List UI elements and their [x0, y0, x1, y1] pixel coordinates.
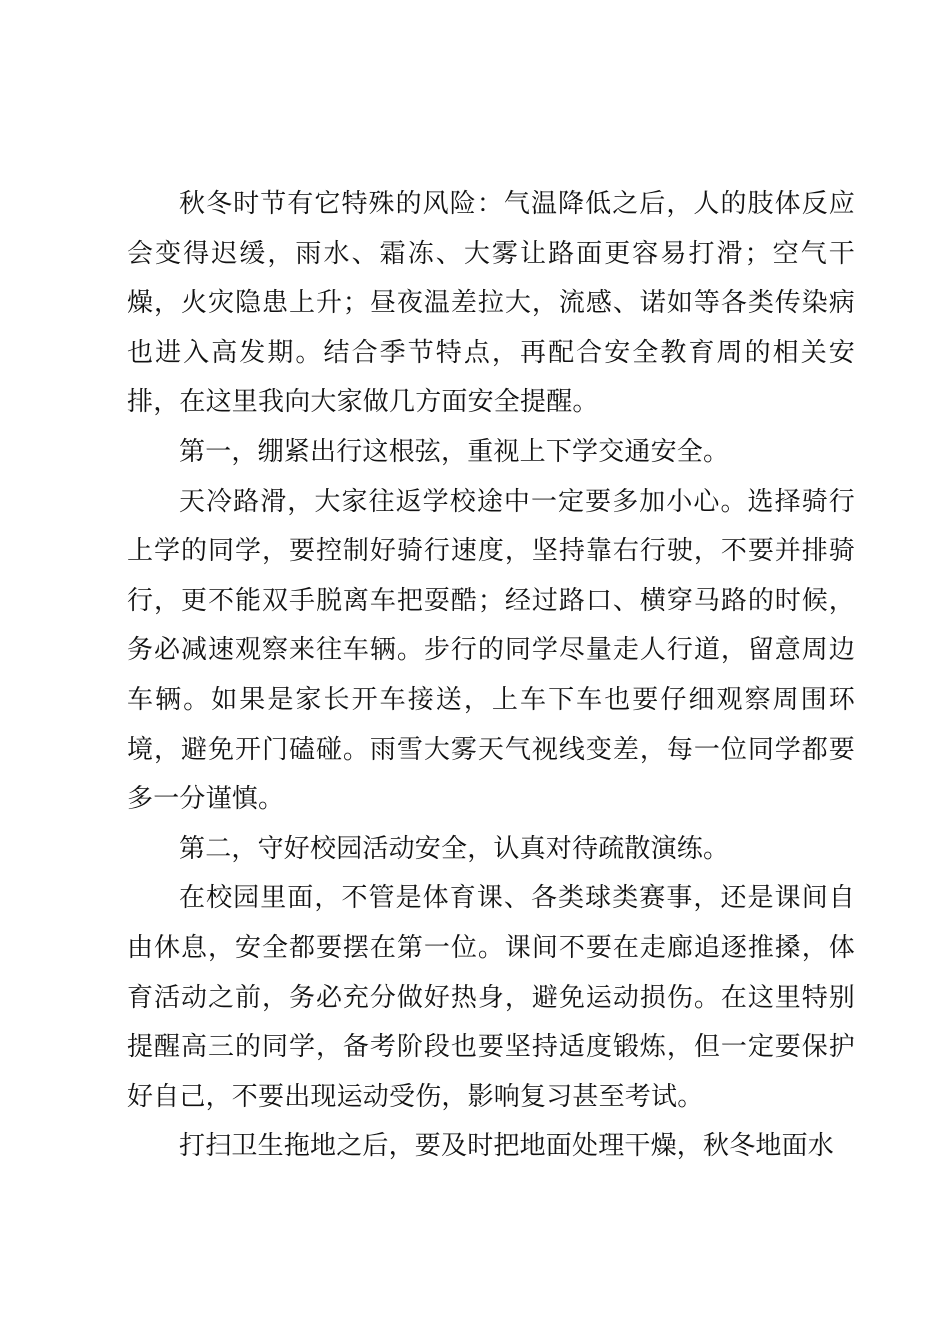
paragraph-traffic-safety: 天冷路滑，大家往返学校途中一定要多加小心。选择骑行上学的同学，要控制好骑行速度，坚持靠右行驶，不要并排骑行，更不能双手脱离车把耍酷；经过路口、横穿马路的时候，务必减速观察来往车辆。步行的同学尽量走人行道，留意周边车辆。如果是家长开车接送，上车下车也要仔细观察周围环境，避免开门磕碰。雨雪大雾天气视线变差，每一位同学都要多一分谨慎。 — [127, 486, 855, 815]
paragraph-campus-safety: 在校园里面，不管是体育课、各类球类赛事，还是课间自由休息，安全都要摆在第一位。课间不要在走廊追逐推搡，体育活动之前，务必充分做好热身，避免运动损伤。在这里特别提醒高三的同学，备考阶段也要坚持适度锻炼，但一定要保护好自己，不要出现运动受伤，影响复习甚至考试。 — [127, 883, 855, 1112]
paragraph-heading-first: 第一，绷紧出行这根弦，重视上下学交通安全。 — [179, 436, 730, 467]
document-body — [127, 180, 855, 1172]
paragraph-intro: 秋冬时节有它特殊的风险：气温降低之后，人的肢体反应会变得迟缓，雨水、霜冻、大雾让路面更容易打滑；空气干燥，火灾隐患上升；昼夜温差拉大，流感、诺如等各类传染病也进入高发期。结合季节特点，再配合安全教育周的相关安排，在这里我向大家做几方面安全提醒。 — [127, 189, 855, 418]
paragraph-heading-second: 第二，守好校园活动安全，认真对待疏散演练。 — [179, 833, 730, 864]
paragraph-cleaning: 打扫卫生拖地之后，要及时把地面处理干燥，秋冬地面水 — [179, 1131, 835, 1162]
